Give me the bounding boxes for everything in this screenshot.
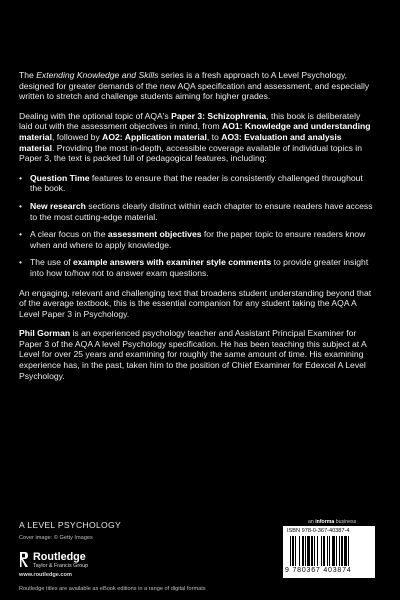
cover-credit: Cover image: © Getty Images: [19, 535, 93, 541]
feature-item: [19, 257, 375, 278]
ao1-highlight: AO1: Knowledge and understanding material: [19, 121, 371, 142]
barcode-bar: [292, 536, 294, 566]
author-bio: [19, 328, 375, 381]
barcode-bar: [295, 536, 296, 566]
feature-item: [19, 229, 375, 250]
back-cover-text: [19, 70, 375, 390]
barcode-bar: [323, 536, 325, 566]
barcode-bar: [299, 536, 300, 566]
barcode-bar: [290, 536, 291, 566]
feature-highlight: Question Time: [30, 172, 90, 183]
feature-highlight: example answers with examiner style comments: [73, 257, 272, 268]
overview-paragraph: [19, 111, 375, 164]
barcode-bar: [307, 536, 310, 566]
topic-highlight: Paper 3: Schizophrenia: [171, 110, 267, 121]
feature-item: [19, 201, 375, 222]
barcode-bar: [302, 536, 304, 566]
routledge-logo-icon: [19, 551, 29, 568]
isbn-barcode: [283, 526, 375, 578]
feature-text: to provide greater insight into how to/how not to answer exam questions.: [30, 257, 369, 278]
overview-text: , to: [206, 131, 222, 142]
feature-text: The use of: [30, 257, 73, 268]
author-bio-text: is an experienced psychology teacher and Assistant Principal Examiner for Paper 3 of the AQA A level Psychology specification. He has been teaching this subject at A Level for over 25 years and examining for roughly the same amount of time. His examining experience has, in the past, taken him to the position of Chief Examiner for Edexcel A Level Psychology.: [19, 328, 367, 381]
barcode-bar: [317, 536, 318, 566]
feature-highlight: New research: [30, 200, 86, 211]
barcode-bar: [311, 536, 313, 566]
barcode-bar: [329, 536, 330, 566]
barcode-bar: [339, 536, 340, 566]
barcode-bar: [305, 536, 306, 566]
feature-text: features to ensure that the reader is consistently challenged throughout the book.: [30, 172, 363, 194]
barcode-icon: [290, 536, 370, 566]
intro-paragraph: [19, 70, 375, 102]
feature-text: A clear focus on the: [30, 229, 108, 240]
series-title: Extending Knowledge and Skills: [36, 70, 159, 80]
informa-text: an: [308, 519, 316, 525]
category-label: A LEVEL PSYCHOLOGY: [19, 520, 122, 530]
barcode-bar: [314, 536, 315, 566]
informa-label: [308, 519, 356, 525]
closing-paragraph: An engaging, relevant and challenging text that broadens student understanding beyond that of the average textbook, this is the essential companion for any student taking the AQA A Level Paper 3 in Psychology.: [19, 287, 372, 319]
author-name: Phil Gorman: [19, 328, 71, 339]
isbn-digits: 9 780367 403874: [285, 567, 352, 574]
features-list: [19, 173, 375, 279]
barcode-bar: [327, 536, 328, 566]
informa-text: business: [334, 519, 357, 525]
ao3-highlight: AO3: Evaluation and analysis material: [19, 131, 342, 153]
barcode-bar: [321, 536, 322, 566]
intro-text: The: [19, 70, 37, 80]
barcode-bar: [344, 536, 347, 566]
ao2-highlight: AO2: Application material: [102, 131, 207, 142]
publisher-website[interactable]: www.routledge.com: [19, 572, 72, 578]
barcode-bar: [336, 536, 337, 566]
feature-text: for the paper topic to ensure readers know when and where to apply knowledge.: [30, 229, 366, 250]
overview-text: , followed by: [51, 131, 103, 142]
intro-text-continued: series is a fresh approach to A Level Psychology, designed for greater demands of the new AQA specification and assessment, and especially written to stretch and challenge students aiming for higher grades.: [19, 70, 370, 102]
publisher-name: Routledge: [33, 551, 86, 563]
barcode-bar: [348, 536, 349, 566]
feature-text: sections clearly distinct within each chapter to ensure readers have access to the most cutting-edge material.: [30, 200, 373, 222]
isbn-label: ISBN 978-0-367-40387-4: [287, 528, 350, 534]
ebook-note: Routledge titles are available as eBook editions in a range of digital formats: [19, 586, 206, 592]
informa-brand: informa: [315, 519, 335, 525]
overview-text: . Providing the most in-depth, accessible coverage available of individual topics in Paper 3, the text is packed full of pedagogical features, including:: [19, 142, 362, 164]
overview-text: Dealing with the optional topic of AQA's: [19, 110, 172, 121]
barcode-bar: [332, 536, 335, 566]
barcode-bar: [341, 536, 343, 566]
feature-item: [19, 173, 375, 194]
publisher-group: Taylor & Francis Group: [33, 563, 89, 569]
feature-highlight: assessment objectives: [107, 229, 202, 240]
overview-text: , this book is deliberately laid out with the assessment objectives in mind, from: [19, 110, 361, 132]
